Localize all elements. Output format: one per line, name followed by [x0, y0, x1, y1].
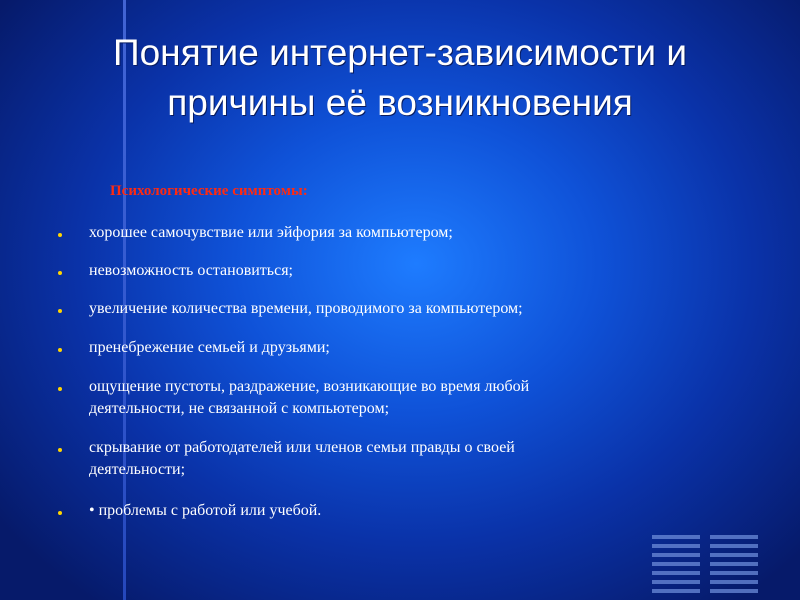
bullet-dot-icon	[58, 387, 62, 391]
list-item	[58, 500, 321, 522]
list-item-text: увеличение количества времени, проводимого за компьютером;	[89, 300, 523, 317]
decorative-stripes-right	[710, 535, 758, 595]
list-item-text: пренебрежение семьей и друзьями;	[89, 339, 330, 356]
bullet-dot-icon	[58, 309, 62, 313]
list-item	[58, 260, 293, 282]
list-item-text-continued: деятельности, не связанной с компьютером;	[89, 400, 390, 417]
title-line-2: причины её возникновения	[167, 82, 633, 123]
bullet-dot-icon	[58, 271, 62, 275]
symptoms-subheading: Психологические симптомы:	[110, 183, 308, 199]
list-item-text: скрывание от работодателей или членов семьи правды о своей	[89, 439, 515, 456]
decorative-stripes-left	[652, 535, 700, 595]
list-item-text: невозможность остановиться;	[89, 262, 293, 279]
list-item-text: ощущение пустоты, раздражение, возникающие во время любой	[89, 378, 530, 395]
list-item	[58, 337, 330, 359]
bullet-dot-icon	[58, 511, 62, 515]
list-item	[58, 222, 453, 244]
bullet-dot-icon	[58, 348, 62, 352]
bullet-dot-icon	[58, 233, 62, 237]
title-line-1: Понятие интернет-зависимости и	[112, 32, 688, 73]
list-item-text-continued: деятельности;	[89, 461, 186, 478]
list-item	[58, 298, 523, 320]
list-item-text: хорошее самочувствие или эйфория за компьютером;	[89, 224, 453, 241]
list-item-text: • проблемы с работой или учебой.	[89, 502, 322, 519]
list-item	[58, 437, 515, 481]
slide-title	[40, 28, 760, 128]
list-item	[58, 376, 529, 420]
bullet-dot-icon	[58, 448, 62, 452]
